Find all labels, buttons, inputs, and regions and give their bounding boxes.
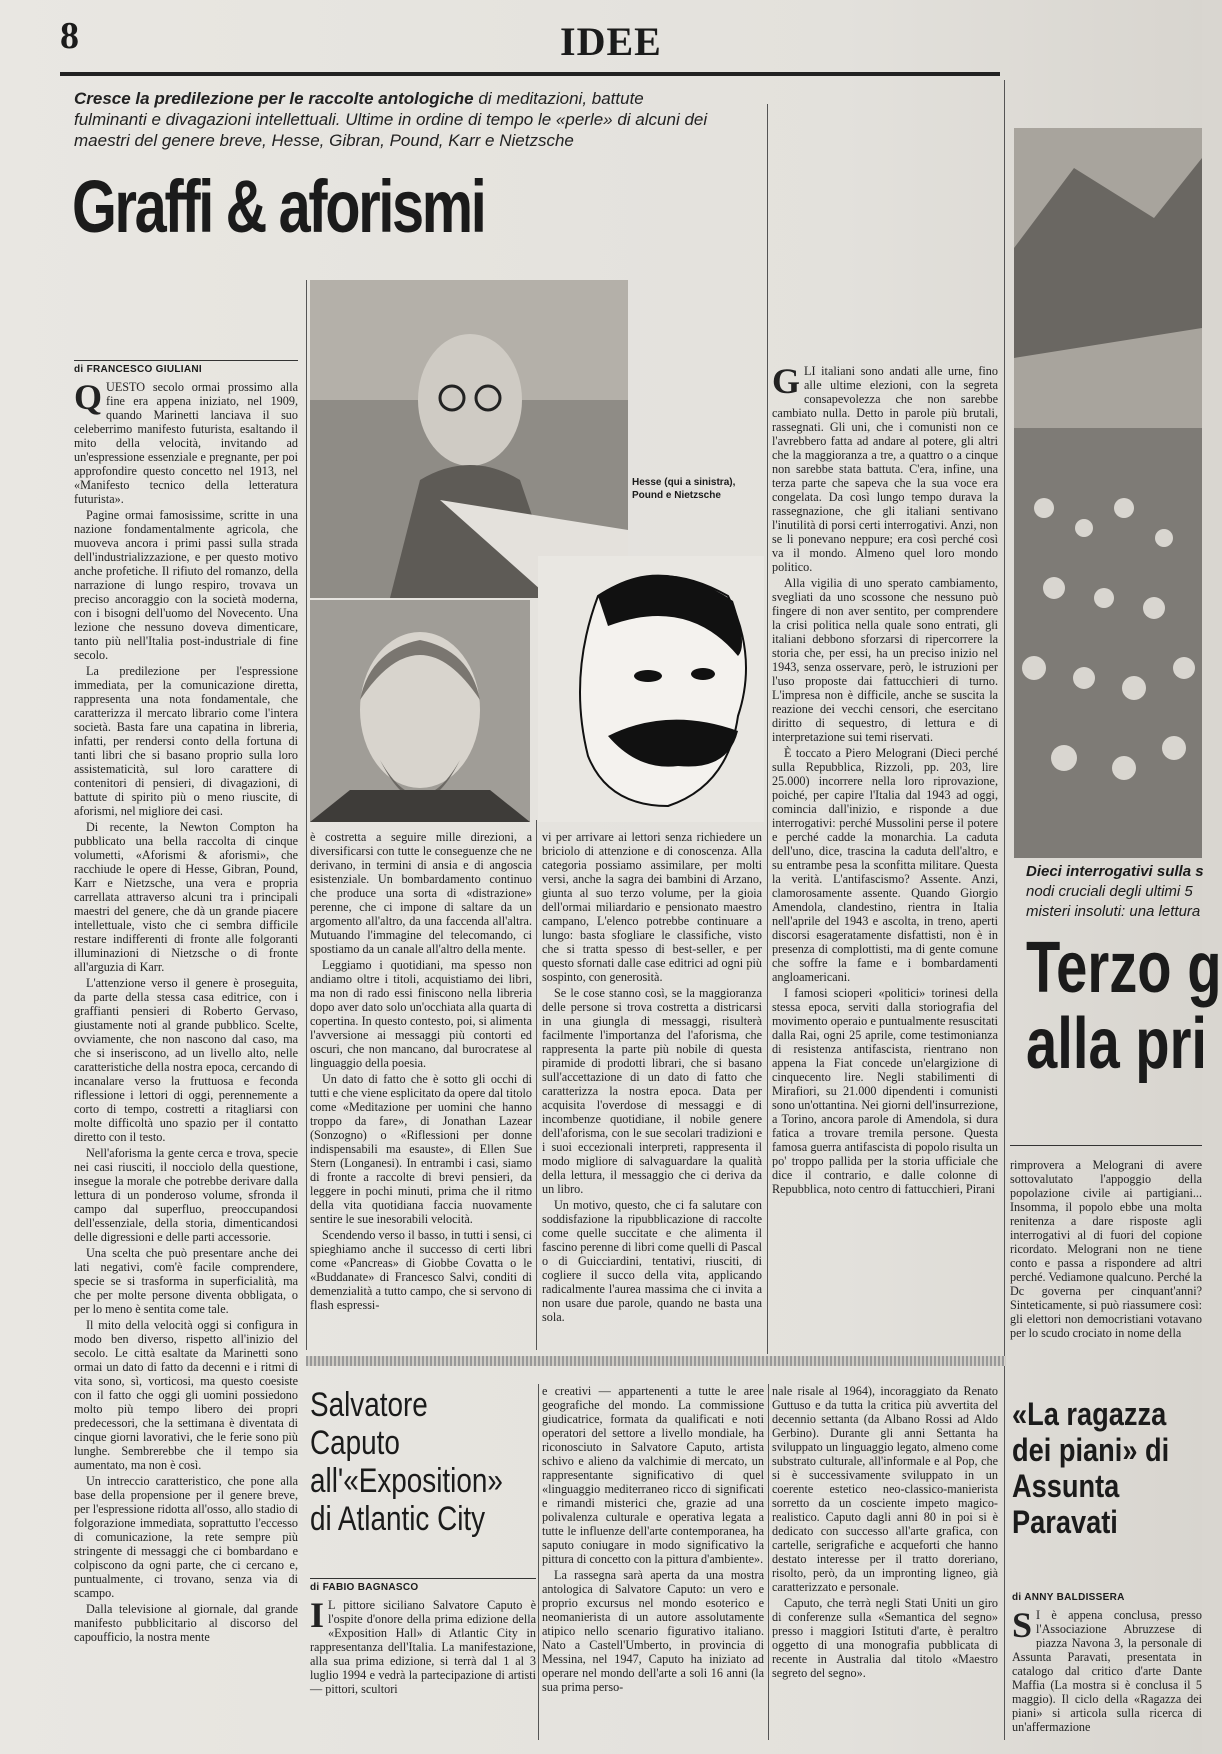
paragraph: L pittore siciliano Salvatore Caputo è l'ospite d'onore della prima edizione della «Exposition Hall» di Atlantic City in rappresentanza dell'Italia. La manifestazione, alla sua prima edizione, si terrà dal 1 al 3 luglio 1994 e vedrà la partecipazione di artisti — pittori, scultori bbox=[310, 1598, 536, 1696]
right-kicker-bold: Dieci interrogativi sulla s bbox=[1026, 863, 1204, 880]
section-title: IDEE bbox=[560, 19, 662, 64]
right-kicker-line: misteri insoluti: una lettura bbox=[1026, 903, 1201, 920]
paragraph: Caputo, che terrà negli Stati Uniti un giro di conferenze sulla «Semantica del segno» presso i maggiori Istituti d'arte, è peraltro oggetto di una monografia pubblicata di recente in Australia dal titolo «Maestro segreto del segno». bbox=[772, 1596, 998, 1680]
caputo-column-2 bbox=[542, 1384, 764, 1738]
right-kicker-line: nodi cruciali degli ultimi 5 bbox=[1026, 883, 1193, 900]
page-number: 8 bbox=[60, 15, 79, 57]
drop-cap: S bbox=[1012, 1605, 1033, 1645]
kicker-bold: Cresce la predilezione per le raccolte antologiche bbox=[74, 89, 474, 108]
nietzsche-illustration bbox=[538, 556, 764, 822]
caputo-headline: Salvatore Caputo all'«Exposition» di Atlantic City bbox=[310, 1386, 503, 1538]
column-divider bbox=[306, 280, 307, 1350]
caputo-byline: di FABIO BAGNASCO bbox=[310, 1582, 419, 1593]
column-divider bbox=[536, 820, 537, 1350]
photo-caption: Hesse (qui a sinistra), Pound e Nietzsche bbox=[632, 477, 736, 501]
drop-cap: Q bbox=[74, 377, 103, 417]
article-column-3 bbox=[542, 830, 762, 1350]
paragraph: e creativi — appartenenti a tutte le aree geografiche del mondo. La commissione giudicatrice, formata da qualificati e noti operatori del settore a livello mondiale, ha riconosciuto in Salvatore Caputo, artista schivo e alieno da valchimie di mercato, un rappresentante significativo di quel «linguaggio mediterraneo ricco di significati e rimandi misterici che, grazie ad una polivalenza culturale e operativa legata a tutte le influenze dell'arte contemporanea, ha saputo coniugare in modo significativo la pittura di concetto con la pittura d'ambiente». bbox=[542, 1384, 764, 1566]
column-divider bbox=[768, 1384, 769, 1740]
paragraph: Un intreccio caratteristico, che pone alla base della propensione per il genere breve, per l'espressione ridotta all'osso, allo stadio di folgorazione immediata, soprattutto l'eccesso di comunicazione, la rete sempre più stringente di messaggi che ci bombardano e colpiscono da ogni parte, che ci cercano e, puntualmente, ci trovano, senza via di scampo. bbox=[74, 1474, 298, 1600]
ragazza-headline: «La ragazza dei piani» di Assunta Paravati bbox=[1012, 1396, 1170, 1540]
paragraph: La rassegna sarà aperta da una mostra antologica di Salvatore Caputo: un vero e proprio excursus nel mondo esoterico e neomanierista di un autore assolutamente atipico nello scenario figurativo italiano. Nato a Castell'Umberto, in provincia di Messina, nel 1947, Caputo ha iniziato ad operare nel mondo dell'arte a soli 16 anni (la sua prima perso- bbox=[542, 1568, 764, 1694]
caputo-column-1 bbox=[310, 1595, 536, 1738]
headline-line: alla pri bbox=[1026, 1004, 1208, 1084]
right-article-kicker bbox=[1026, 862, 1202, 922]
article-byline: di FRANCESCO GIULIANI bbox=[74, 364, 202, 375]
headline-line: Terzo g bbox=[1026, 928, 1222, 1008]
paragraph: Il mito della velocità oggi si configura in modo ben diverso, rispetto all'inizio del secolo. Le città esaltate da Marinetti sono ormai un dato di fatto da decenni e i ritmi di vita sono, sì, vorticosi, ma questo coesiste con il fatto che oggi gli uomini possiedono molto più tempo libero dei propri predecessori, che la settimana è diventata di cinque giorni lavorativi, che le ferie sono più lunghe. Sembrerebbe che il tempo sia aumentato, ma non è così. bbox=[74, 1318, 298, 1472]
paragraph: vi per arrivare ai lettori senza richiedere un briciolo di attenzione e di conoscenza. Alla categoria possiamo assimilare, per molti versi, anche la sagra dei bambini di Arzano, giunta al suo terzo volume, per la gioia dell'ormai miliardario e pensionato maestro campano, L'elenco potrebbe continuare a lungo: basta sfogliare le classifiche, visto che si tratta spesso di best-seller, e per questo sfornati dalle case editrici ad ogni più sospinto, con generosità. bbox=[542, 830, 762, 984]
paragraph: Un motivo, questo, che ci fa salutare con soddisfazione la ripubblicazione di raccolte come quelle succitate e che alimenta il fascino perenne di libri come quelli di Pascal o di Guicciardini, tentativi, riusciti, di cogliere il succo della vita, applicando radicalmente l'aurea massima che ci invita a non usare due parole, quando ne basta una sola. bbox=[542, 1198, 762, 1324]
section-separator bbox=[306, 1356, 1006, 1366]
paragraph: Dalla televisione al giornale, dal grande manifesto pubblicitario al discorso del capoufficio, la nostra mente bbox=[74, 1602, 298, 1644]
column-divider bbox=[538, 1384, 539, 1740]
paragraph: Leggiamo i quotidiani, ma spesso non andiamo oltre i titoli, acquistiamo dei libri, ma non di rado essi finiscono nella libreria dopo aver dato solo un'occhiata alla quarta di copertina. In questo contesto, poi, si alimenta l'avversione ai messaggi più contorti ed oscuri, che non mancano, dal burocratese al linguaggio della poesia. bbox=[310, 958, 532, 1070]
paragraph: UESTO secolo ormai prossimo alla fine era appena iniziato, nel 1909, quando Marinetti lanciava il suo celeberrimo manifesto futurista, esaltando il mito della velocità, invitando ad un'espressione essenziale e pregnante, per poi approfondire questo concetto nel 1913, nel «Manifesto tecnico della letteratura futurista». bbox=[74, 380, 298, 506]
caputo-column-3 bbox=[772, 1384, 998, 1738]
paragraph: I famosi scioperi «politici» torinesi della stessa epoca, serviti dalla storiografia del movimento operaio e puntualmente resuscitati dalla Rai, ogni 25 aprile, come testimonianza di resistenza antifascista, rientrano non appena la Fiat concede un'elargizione di cinquecento lire. Negli stabilimenti di Mirafiori, su 21.000 dipendenti i comunisti sono un'ottantina. Nei giorni dell'insurrezione, a Torino, ancora parole di Amendola, si dura fatica a trovare tremila persone. Questa famosa guerra antifascista di popolo risulta un po' troppo pallida per la storia ufficiale che dice il contrario, e dalle colonne di Repubblica, noto centro di fattucchieri, Pirani bbox=[772, 986, 998, 1196]
paragraph: Di recente, la Newton Compton ha pubblicato una bella raccolta di cinque volumetti, «Aforismi & aforismi», che racchiude le opere di Hesse, Gibran, Pound, Karr e Nietzsche, una vera e propria carrellata attraverso alcuni tra i principali maestri del genere, che dà un grande piacere intellettuale, visto che ci sembra difficile restare indifferenti di fronte alle folgoranti illuminazioni di Nietzsche o di fronte all'arguzia di Karr. bbox=[74, 820, 298, 974]
column-divider bbox=[1004, 80, 1005, 1740]
right-article-text bbox=[1010, 1158, 1202, 1354]
header-rule bbox=[60, 72, 1000, 76]
right-article-headline bbox=[1026, 928, 1222, 1084]
article-column-2 bbox=[310, 830, 532, 1350]
paragraph: LI italiani sono andati alle urne, fino alle ultime elezioni, con la segreta consapevolezza che non sarebbe cambiato nulla. Detto in parole più brutali, rassegnati. Gli uni, che i comunisti non ce l'avrebbero fatta ad andare al potere, gli altri che la maggioranza a tre, a quattro o a cinque non sarebbe stata battuta. C'era, infine, una terza parte che sapeva che la sua voce era congelata. Da così lungo tempo durava la rassegnazione, che gli italiani sentivano l'inutilità di porsi certi interrogativi. Anzi, non se li ponevano neppure; era così perché così va il mondo. Almeno quel loro mondo politico. bbox=[772, 364, 998, 574]
paragraph: nale risale al 1964), incoraggiato da Renato Guttuso e da tutta la critica più avvertita del decennio settanta (da Albano Rossi ad Aldo Gerbino). Durante gli anni Settanta ha sviluppato un linguaggio legato, almeno come substrato culturale, all'informale e al Pop, che si è successivamente sviluppato in un coerente estetico neo-classico-manierista sorretto da un cosciente impeto magico-realistico. Caputo dagli anni 80 in poi si è dedicato con successo all'arte grafica, con cartelle, serigrafiche e acqueforti che hanno destato interesse per il tratto doreriano, risolto, però, da un impronting ligneo, già caratterizzato e personale. bbox=[772, 1384, 998, 1594]
drop-cap: I bbox=[310, 1595, 325, 1635]
kicker-rest: di meditazioni, battute fulminanti e divagazioni intellettuali. Ultime in ordine di tempo le «perle» di alcuni dei maestri del genere breve, Hesse, Gibran, Pound, Karr e Nietzsche bbox=[74, 89, 708, 150]
paragraph: Un dato di fatto che è sotto gli occhi di tutti e che viene esplicitato da opere dal titolo come «Meditazione per uomini che hanno troppo da fare», di Jonathan Lazear (Sonzogno) o «Riflessioni per donne indispensabili ma esauste», di Ellen Sue Stern (Longanesi). In entrambi i casi, siamo di fronte a raccolte di brevi pensieri, da leggere in pochi minuti, prima che il ritmo della vita quotidiana faccia nuovamente sentire le sue inesorabili velocità. bbox=[310, 1072, 533, 1226]
paragraph: Scendendo verso il basso, in tutti i sensi, ci spieghiamo anche il successo di certi libri come «Pancreas» di Giobbe Covatta o le «Buddanate» di Francesco Salvi, conditi di demenzialità a tutto campo, che si servono di flash espressi- bbox=[310, 1228, 532, 1312]
article-column-4 bbox=[772, 361, 998, 1350]
hesse-photo bbox=[310, 280, 628, 598]
paragraph: Una scelta che può presentare anche dei lati negativi, com'è facile comprendere, specie se si trasforma in superficialità, ma che per molte persone diventa obbligata, o per lo meno è sentita come tale. bbox=[74, 1246, 298, 1316]
paragraph: Nell'aforisma la gente cerca e trova, specie nei casi riusciti, il nocciolo della questione, insegue la morale che potrebbe derivare dalla lettura di un ponderoso volume, sfronda il campo dal superfluo, preoccupandosi dell'essenziale, della storia, dimenticandosi delle digressioni e delle parti accessorie. bbox=[74, 1146, 298, 1244]
article-headline: Graffi & aforismi bbox=[72, 165, 485, 248]
article-column-1 bbox=[74, 377, 298, 1732]
ragazza-byline: di ANNY BALDISSERA bbox=[1012, 1592, 1125, 1603]
paragraph: La predilezione per l'espressione immediata, per la comunicazione diretta, rappresenta una nota fondamentale, che caratterizza il mercato librario come l'intera società. Basta fare una capatina in libreria, infatti, per rendersi conto della fortuna di tanti libri che si basano proprio sulla loro assistematicità, sul loro carattere di contenitori di pensieri, di divagazioni, di battute di spirito più o meno riuscite, di aforismi, nel migliore dei casi. bbox=[74, 664, 298, 818]
paragraph: Se le cose stanno così, se la maggioranza delle persone si trova costretta a districarsi in una giungla di messaggi, risulterà facilmente l'importanza del l'aforisma, che rappresenta la parte più nobile di questa piramide di prodotti librari, che si basano sull'accettazione di un dato di fatto che caratterizza la nostra epoca. Data per acquisita l'overdose di messaggi e di incombenze quotidiane, il nobile genere dell'aforisma, con le sue secolari tradizioni e i suoi eccezionali interpreti, rappresenta il modo migliore di salvaguardare la qualità della lettura, il messaggio che ci deriva da un libro. bbox=[542, 986, 762, 1196]
right-article-photo bbox=[1014, 128, 1202, 858]
ragazza-text bbox=[1012, 1605, 1202, 1738]
paragraph: rimprovera a Melograni di avere sottovalutato l'appoggio della popolazione civile ai partigiani... Insomma, il popolo ebbe una molta renitenza a dare risposte agli interrogativi al di fuori del copione ricordato. Melograni non ne tiene conto e passa a rispondere ad altri perché. Vediamone qualcuno. Perché la Dc governa per cinquant'anni? Sinteticamente, si può riassumere così: gli elettori non democristiani votavano per lo scudo crociato in nome della bbox=[1010, 1158, 1202, 1340]
pound-photo bbox=[310, 600, 530, 822]
paragraph: è costretta a seguire mille direzioni, a diversificarsi con tutte le conseguenze che ne derivano, in termini di ansia e di angoscia esistenziale. Un bombardamento continuo che produce una sorta di «distrazione» perenne, che ci impone di saltare da un argomento all'altro, da una faccenda all'altra. Mutuando l'immagine del telecomando, ci spostiamo da un canale all'altro della mente. bbox=[310, 830, 532, 956]
paragraph: I è appena conclusa, presso l'Associazione Abruzzese di piazza Navona 3, la personale di Assunta Paravati, presentata in catalogo dal critico d'arte Dante Maffia (La mostra si è conclusa il 5 maggio). Il ciclo della «Ragazza dei piani» si articola sulla ricerca di un'affermazione bbox=[1012, 1608, 1202, 1734]
paragraph: Pagine ormai famosissime, scritte in una nazione fondamentalmente agricola, che muoveva ancora i primi passi sulla strada dell'industrializzazione, e per questo motivo anche profetiche. Il rifiuto del romanzo, della narrazione di lungo respiro, trovava un preciso ancoraggio con la società moderna, con i bisogni dell'uomo del Novecento. Una lezione che nessuno doveva dimenticare, tanto più nell'Italia post-industriale di fine secolo. bbox=[74, 508, 298, 662]
drop-cap: G bbox=[772, 361, 801, 401]
byline-rule bbox=[310, 1578, 536, 1579]
byline-rule bbox=[74, 360, 298, 361]
column-divider bbox=[767, 104, 768, 1354]
article-kicker bbox=[74, 88, 714, 151]
paragraph: L'attenzione verso il genere è proseguita, da parte della stessa casa editrice, con i graffianti pensieri di Roberto Gervaso, giustamente noti al grande pubblico. Scelte, ovviamente, che non nascono dal caso, ma che si inseriscono, ad un livello alto, nelle caratteristiche della nostra epoca, cercando di incanalare verso la fruttuosa e feconda riflessione i lettori di oggi, perennemente a corto di tempo, costretti a ritagliarsi con molte difficoltà uno spazio per il contatto diretto con il testo. bbox=[74, 976, 298, 1144]
paragraph: È toccato a Piero Melograni (Dieci perché sulla Repubblica, Rizzoli, pp. 203, lire 25.000) incorrere nella loro riprovazione, poiché, per capire l'Italia dal 1943 ad oggi, comincia dall'inizio, e risponde a due interrogativi: perché Mussolini perse il potere e perché cadde la monarchia. La caduta dell'uno, dice, trascina la caduta dell'altro, e su entrambe pesa la sconfitta militare. Questa la verità. L'antifascismo? Assente. Anzi, clamorosamente assente. Quando Giorgio Amendola, clandestino, rientra in Italia nell'aprile del 1943 e ascolta, in treno, aperti discorsi esageratamente disfattisti, non è in presenza di complottisti, ma di gente comune che soffre la fame e i bombardamenti angloamericani. bbox=[772, 746, 998, 984]
paragraph: Alla vigilia di uno sperato cambiamento, svegliati da uno scossone che nessuno può fingere di non aver sentito, per comprendere la crisi politica nella quale sono entrati, gli italiani debbono sforzarsi di ripercorrere la storia che, per essi, ha un preciso inizio nel 1943, senza osservare, però, le istruzioni per l'uso proposte dai fattucchieri di turno. L'impresa non è difficile, anche se suscita la reazione dei vecchi censori, che esercitano diritto di sequestro, di lettura e di interpretazione sui temi riservati. bbox=[772, 576, 998, 744]
section-rule bbox=[1010, 1145, 1202, 1146]
